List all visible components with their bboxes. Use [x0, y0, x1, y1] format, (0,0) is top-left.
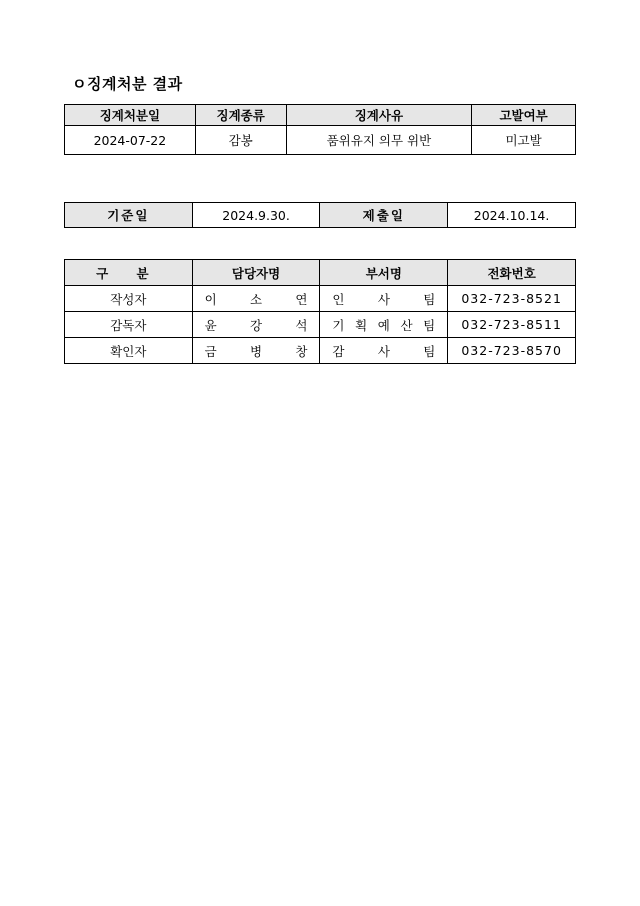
table-row [65, 312, 576, 338]
phone-cell: 032-723-8570 [448, 338, 576, 364]
submit-date-label: 제출일 [320, 203, 448, 228]
role-cell: 확인자 [65, 338, 193, 364]
dept-cell [320, 312, 448, 338]
table-row [65, 203, 576, 228]
dept-char: 획 [355, 317, 368, 333]
table-header-row [65, 105, 576, 126]
dept-char: 팀 [423, 343, 436, 359]
header-discipline-reason: 징계사유 [286, 105, 472, 126]
name-cell [192, 312, 320, 338]
dept-char: 인 [332, 291, 345, 307]
cell-discipline-reason: 품위유지 의무 위반 [286, 126, 472, 155]
name-char: 연 [295, 291, 308, 307]
header-department: 부서명 [320, 260, 448, 286]
name-cell [192, 338, 320, 364]
role-cell: 감독자 [65, 312, 193, 338]
dept-char: 사 [377, 291, 390, 307]
table-row [65, 286, 576, 312]
phone-cell: 032-723-8521 [448, 286, 576, 312]
dept-char: 팀 [423, 317, 436, 333]
header-phone: 전화번호 [448, 260, 576, 286]
cell-discipline-date: 2024-07-22 [65, 126, 196, 155]
header-category: 구 분 [65, 260, 193, 286]
name-char: 소 [250, 291, 263, 307]
base-date-value: 2024.9.30. [192, 203, 320, 228]
header-person-name: 담당자명 [192, 260, 320, 286]
name-char: 석 [295, 317, 308, 333]
dept-char: 감 [332, 343, 345, 359]
header-accusation-status: 고발여부 [472, 105, 576, 126]
cell-accusation-status: 미고발 [472, 126, 576, 155]
dates-table [64, 202, 576, 228]
table-row [65, 338, 576, 364]
base-date-label: 기준일 [65, 203, 193, 228]
table-row [65, 126, 576, 155]
submit-date-value: 2024.10.14. [448, 203, 576, 228]
name-char: 이 [204, 291, 217, 307]
dept-char: 예 [377, 317, 390, 333]
dept-char: 산 [400, 317, 413, 333]
section-title: ㅇ징계처분 결과 [72, 75, 183, 93]
table-header-row [65, 260, 576, 286]
dept-char: 기 [332, 317, 345, 333]
dept-cell [320, 286, 448, 312]
header-discipline-date: 징계처분일 [65, 105, 196, 126]
role-cell: 작성자 [65, 286, 193, 312]
discipline-result-table [64, 104, 576, 155]
name-cell [192, 286, 320, 312]
dept-char: 팀 [423, 291, 436, 307]
contacts-table [64, 259, 576, 364]
name-char: 강 [250, 317, 263, 333]
name-char: 병 [250, 343, 263, 359]
phone-cell: 032-723-8511 [448, 312, 576, 338]
dept-char: 사 [377, 343, 390, 359]
name-char: 창 [295, 343, 308, 359]
name-char: 금 [204, 343, 217, 359]
header-discipline-type: 징계종류 [195, 105, 286, 126]
name-char: 윤 [204, 317, 217, 333]
dept-cell [320, 338, 448, 364]
cell-discipline-type: 감봉 [195, 126, 286, 155]
